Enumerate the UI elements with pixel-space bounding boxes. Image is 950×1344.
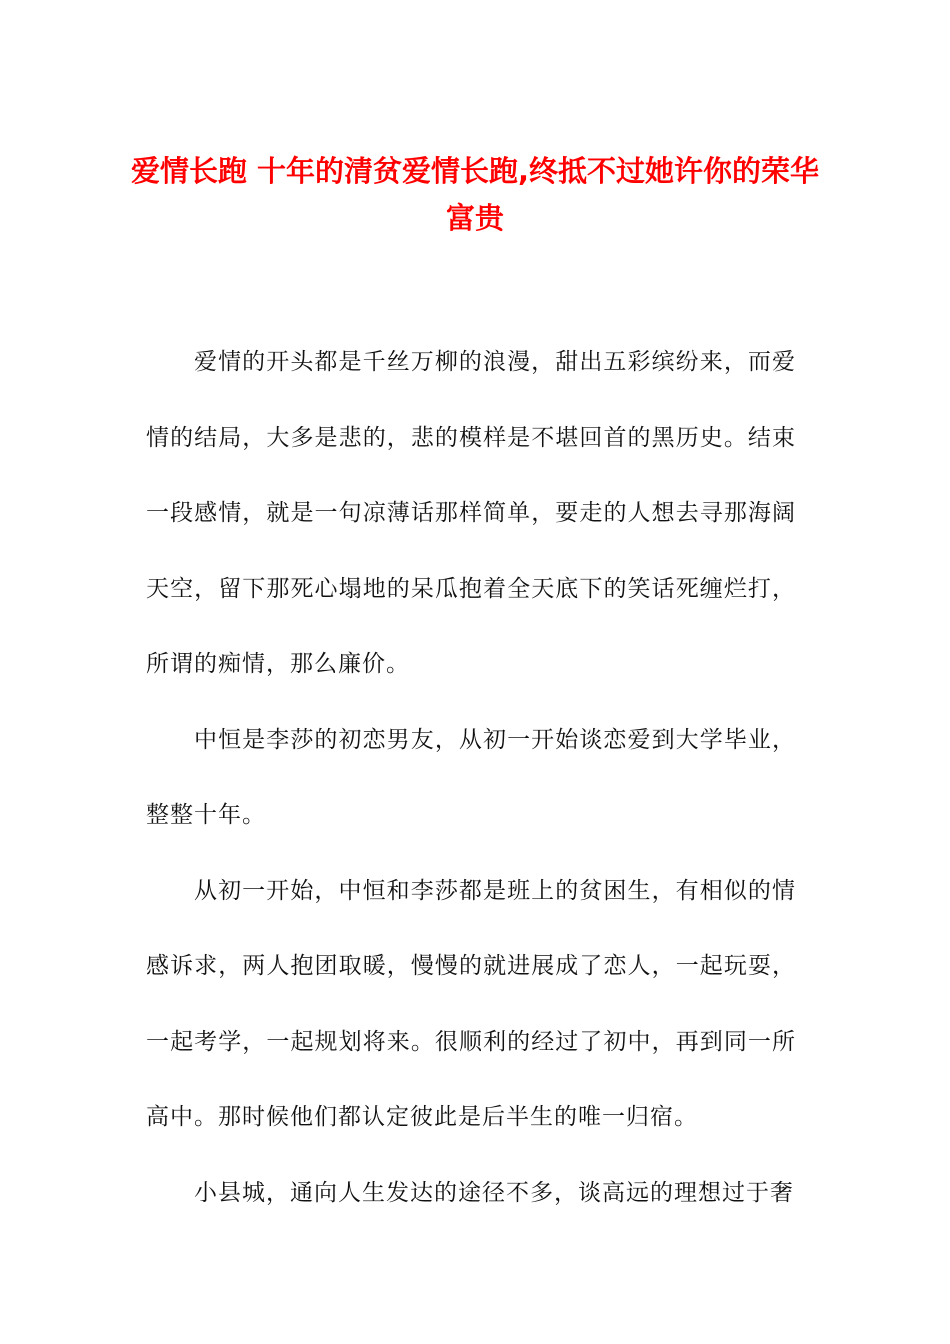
document-body — [146, 325, 796, 1231]
paragraph-4: 小县城，通向人生发达的途径不多，谈高远的理想过于奢 — [194, 1179, 794, 1206]
paragraph-3: 从初一开始，中恒和李莎都是班上的贫困生，有相似的情感诉求，两人抱团取暖，慢慢的就进展成了恋人，一起玩耍，一起考学，一起规划将来。很顺利的经过了初中，再到同一所高中。那时候他们都认定彼此是后半生的唯一归宿。 — [146, 877, 796, 1130]
paragraph-1: 爱情的开头都是千丝万柳的浪漫，甜出五彩缤纷来，而爱情的结局，大多是悲的，悲的模样是不堪回首的黑历史。结束一段感情，就是一句凉薄话那样简单，要走的人想去寻那海阔天空，留下那死心塌地的呆瓜抱着全天底下的笑话死缠烂打，所谓的痴情，那么廉价。 — [146, 349, 796, 677]
paragraph-2: 中恒是李莎的初恋男友，从初一开始谈恋爱到大学毕业，整整十年。 — [146, 726, 796, 828]
document-title: 爱情长跑 十年的清贫爱情长跑,终抵不过她许你的荣华富贵 — [130, 154, 820, 235]
